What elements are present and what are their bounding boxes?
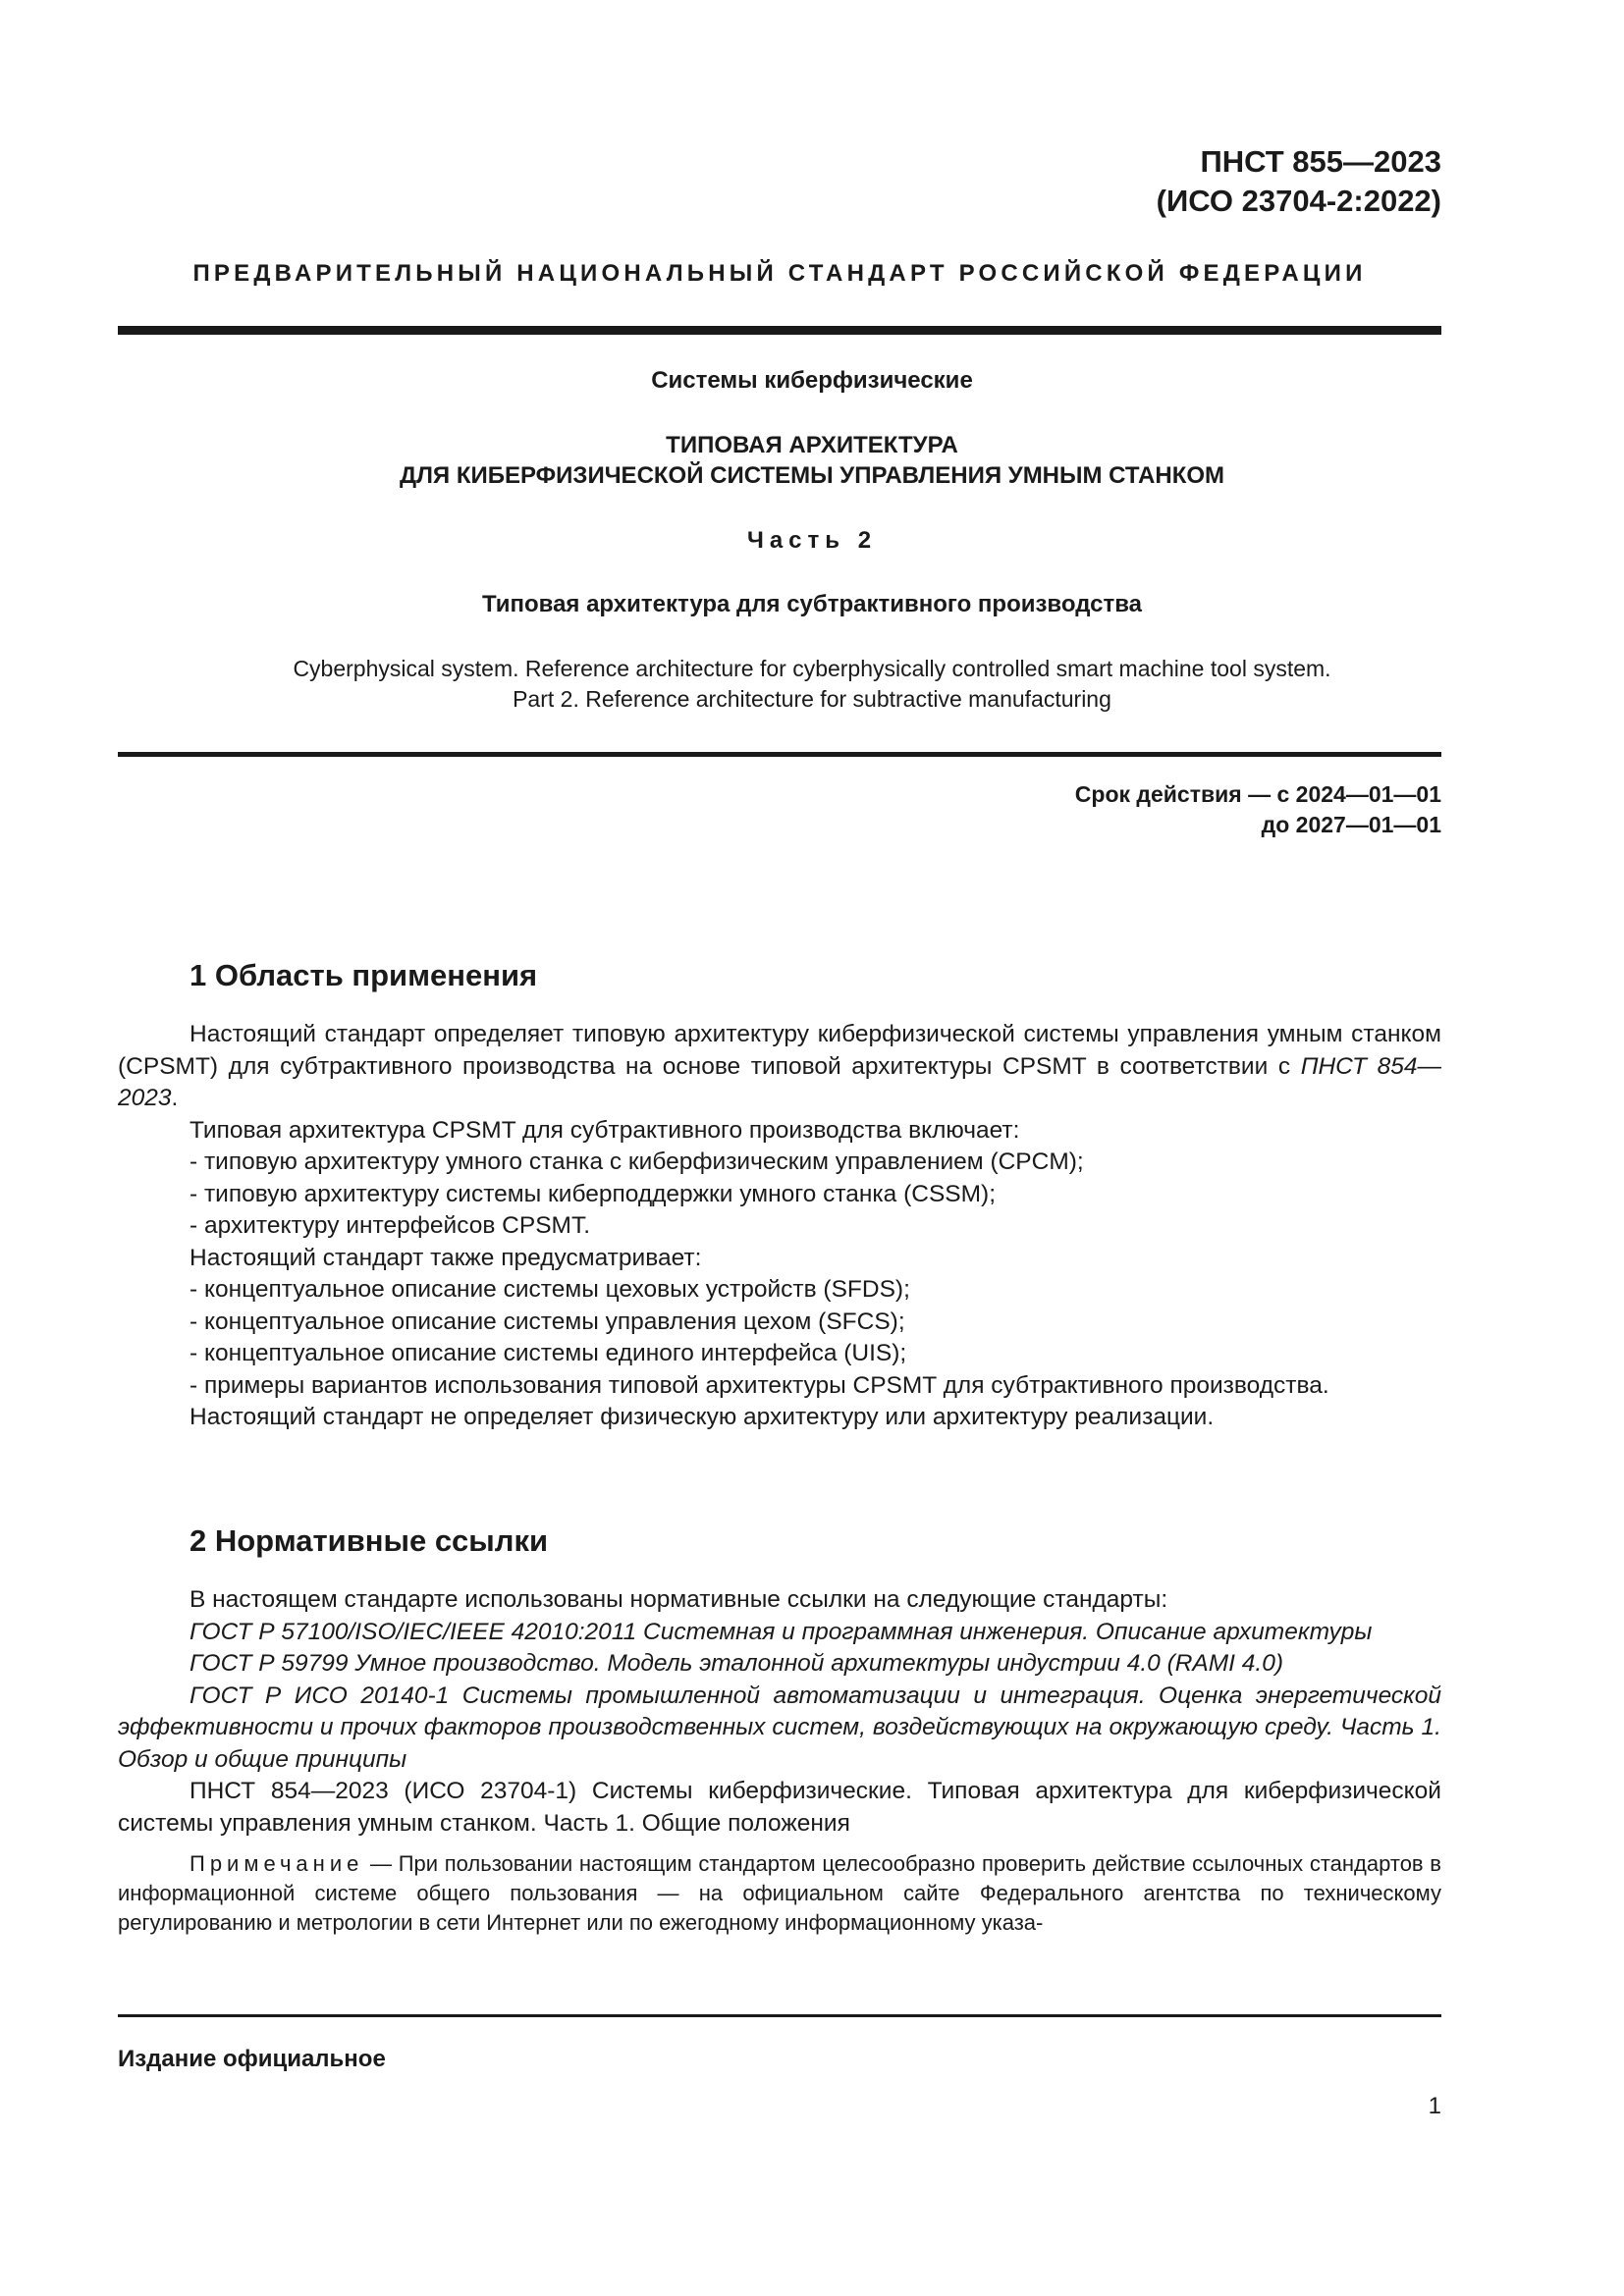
title-english-line2: Part 2. Reference architecture for subtractive manufacturing <box>513 686 1111 712</box>
section-1-body <box>118 1019 1441 1434</box>
footer-rule <box>118 2014 1441 2017</box>
not-defined-paragraph: Настоящий стандарт не определяет физическую архитектуру или архитектуру реализации. <box>189 1404 1215 1430</box>
list-item: - типовую архитектуру умного станка с киберфизическим управлением (CPCM); <box>189 1148 1084 1175</box>
list-item: - примеры вариантов использования типовой архитектуры CPSMT для субтрактивного производства. <box>189 1371 1329 1399</box>
validity-period <box>1075 779 1441 840</box>
also-paragraph: Настоящий стандарт также предусматривает: <box>189 1244 702 1271</box>
list-item: - концептуальное описание системы управления цехом (SFCS); <box>189 1308 905 1335</box>
section-2-heading: 2 Нормативные ссылки <box>189 1523 549 1558</box>
edition-label: Издание официальное <box>118 2046 386 2072</box>
title-english-line1: Cyberphysical system. Reference architecture for cyberphysically controlled smart machine tool system. <box>293 656 1331 681</box>
list-item: - концептуальное описание системы цеховых устройств (SFDS); <box>189 1276 910 1303</box>
title-part: Часть 2 <box>746 527 878 554</box>
title-subtitle: Типовая архитектура для субтрактивного производства <box>481 591 1143 617</box>
scope-text: Настоящий стандарт определяет типовую архитектуру киберфизической системы управления умным станком (CPSMT) для субтрактивного производства на основе типовой архитектуры CPSMT в соответствии с <box>118 1021 1441 1080</box>
document-designation: ПНСТ 855—2023 <box>1200 144 1441 179</box>
section-2-body <box>118 1584 1441 1938</box>
reference-item-plain: ПНСТ 854—2023 (ИСО 23704-1) Системы киберфизические. Типовая архитектура для киберфизической системы управления умным станком. Часть 1. Общие положения <box>118 1778 1441 1837</box>
scope-ref: ПНСТ 854—2023 <box>118 1052 1441 1111</box>
standard-type-band: ПРЕДВАРИТЕЛЬНЫЙ НАЦИОНАЛЬНЫЙ СТАНДАРТ РОССИЙСКОЙ ФЕДЕРАЦИИ <box>192 260 1367 287</box>
reference-item: ГОСТ Р 57100/ISO/IEC/IEEE 42010:2011 Системная и программная инженерия. Описание архитектуры <box>189 1618 1373 1645</box>
note-paragraph <box>118 1849 1441 1938</box>
title-group: Системы киберфизические <box>651 367 973 394</box>
section-1-heading: 1 Область применения <box>189 958 538 992</box>
validity-from: Срок действия — с 2024—01—01 <box>1074 781 1441 807</box>
page-number: 1 <box>1428 2093 1441 2119</box>
iso-reference: (ИСО 23704-2:2022) <box>1156 184 1441 218</box>
list-item: - типовую архитектуру системы киберподдержки умного станка (CSSM); <box>189 1180 997 1207</box>
validity-to: до 2027—01—01 <box>1261 812 1441 837</box>
note-label: Примечание <box>189 1851 364 1876</box>
list-item: - архитектуру интерфейсов CPSMT. <box>189 1212 591 1239</box>
includes-paragraph: Типовая архитектура CPSMT для субтрактивного производства включает: <box>189 1116 1020 1144</box>
title-english <box>0 654 1624 715</box>
refs-intro: В настоящем стандарте использованы нормативные ссылки на следующие стандарты: <box>189 1586 1168 1613</box>
title-main-line1: ТИПОВАЯ АРХИТЕКТУРА <box>666 432 958 458</box>
scope-paragraph <box>118 1019 1441 1115</box>
reference-item: ГОСТ Р ИСО 20140-1 Системы промышленной автоматизации и интеграция. Оценка энергетической эффективности и прочих факторов производственных систем, воздействующих на окружающую среду. Часть 1. Обзор и общие принципы <box>118 1682 1441 1773</box>
title-rule <box>118 752 1441 757</box>
header-rule <box>118 326 1441 335</box>
scope-end: . <box>171 1085 179 1111</box>
document-designation-block <box>1157 142 1441 221</box>
list-item: - концептуальное описание системы единого интерфейса (UIS); <box>189 1340 907 1366</box>
title-main-line2: ДЛЯ КИБЕРФИЗИЧЕСКОЙ СИСТЕМЫ УПРАВЛЕНИЯ УМНЫМ СТАНКОМ <box>399 462 1225 489</box>
title-main <box>0 430 1624 491</box>
note-text: — При пользовании настоящим стандартом целесообразно проверить действие ссылочных стандартов в информационной системе общего пользования — на официальном сайте Федерального агентства по техническому регулированию и метрологии в сети Интернет или по ежегодному информационному указа- <box>118 1851 1441 1935</box>
reference-item: ГОСТ Р 59799 Умное производство. Модель эталонной архитектуры индустрии 4.0 (RAMI 4.0) <box>189 1650 1283 1677</box>
